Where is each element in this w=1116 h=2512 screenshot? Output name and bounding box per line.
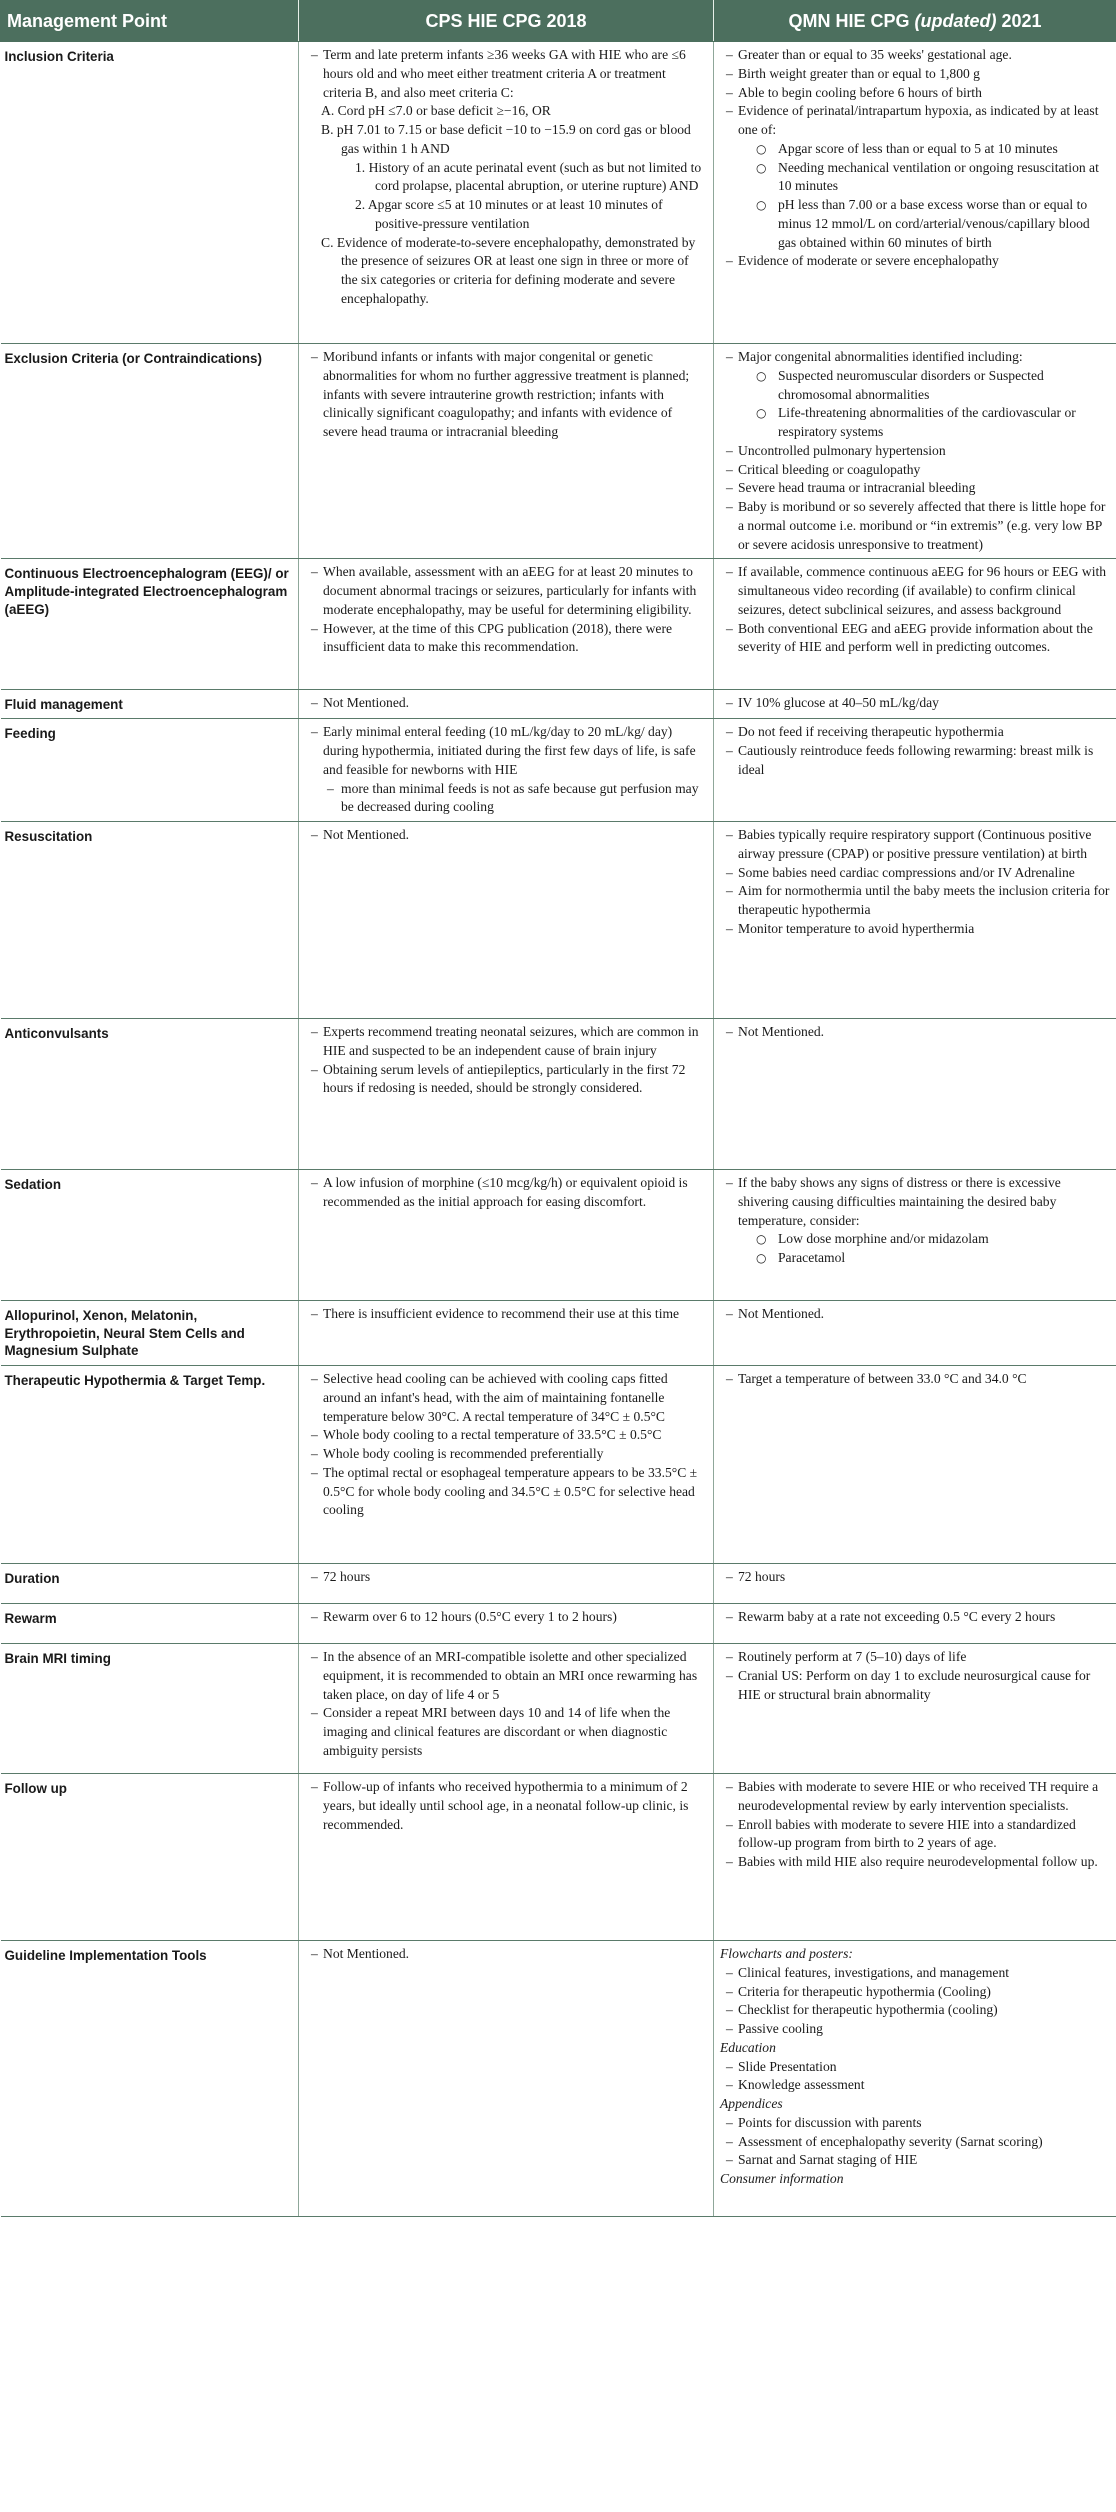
qmn-2021-cell [714,42,1116,344]
list-item: Appendices [720,2096,783,2111]
list-item: – Checklist for therapeutic hypothermia (cooling) [720,2001,1111,2020]
list-item: B. pH 7.01 to 7.15 or base deficit −10 to −15.9 on cord gas or blood gas within 1 h AND [321,122,691,156]
list-item: – Points for discussion with parents [720,2114,1111,2133]
qmn-2021-cell [714,822,1116,1019]
table-row [1,690,1116,719]
list-item: – If the baby shows any signs of distress or there is excessive shivering causing difficulties maintaining the desired baby temperature, consider: [720,1174,1111,1230]
cps-2018-cell [299,1941,714,2217]
management-point-cell: Fluid management [1,690,299,719]
table-row [1,559,1116,690]
management-point-cell: Brain MRI timing [1,1644,299,1774]
table-row [1,1564,1116,1604]
list-item: – Not Mentioned. [305,1945,707,1964]
list-item: – Follow-up of infants who received hypothermia to a minimum of 2 years, but ideally until school age, in a neonatal follow-up clinic, is recommended. [305,1778,707,1834]
list-item: – Moribund infants or infants with major congenital or genetic abnormalities for whom no further aggressive treatment is planned; infants with severe intrauterine growth restriction; infants with clinically significant coagulopathy; and infants with evidence of severe head trauma or intracranial bleeding [305,348,707,442]
qmn-2021-cell [714,559,1116,690]
cps-2018-cell [299,1604,714,1644]
list-item: ○ Low dose morphine and/or midazolam [720,1230,1111,1249]
table-row [1,1301,1116,1366]
list-item: – Rewarm baby at a rate not exceeding 0.5 °C every 2 hours [720,1608,1111,1627]
qmn-2021-cell [714,1774,1116,1941]
header-qmn-updated: (updated) [914,10,997,31]
list-item: – A low infusion of morphine (≤10 mcg/kg/h) or equivalent opioid is recommended as the initial approach for easing discomfort. [305,1174,707,1212]
cps-2018-cell [299,1019,714,1170]
list-item: 1. History of an acute perinatal event (such as but not limited to cord prolapse, placental abruption, or uterine rupture) AND [355,159,702,194]
table-row [1,719,1116,822]
qmn-2021-cell [714,1366,1116,1564]
list-item: – 72 hours [720,1568,1111,1587]
list-item: – Birth weight greater than or equal to 1,800 g [720,65,1111,84]
cps-2018-cell [299,1564,714,1604]
management-point-cell: Follow up [1,1774,299,1941]
management-point-cell: Resuscitation [1,822,299,1019]
list-item: – Slide Presentation [720,2058,1111,2077]
header-qmn-year: 2021 [996,10,1042,31]
table-row [1,822,1116,1019]
list-item: – more than minimal feeds is not as safe because gut perfusion may be decreased during cooling [305,780,707,818]
list-item: – Cautiously reintroduce feeds following rewarming: breast milk is ideal [720,742,1111,780]
list-item: – Early minimal enteral feeding (10 mL/kg/day to 20 mL/kg/ day) during hypothermia, initiated during the first few days of life, is safe and feasible for newborns with HIE [305,723,707,779]
list-item: – Sarnat and Sarnat staging of HIE [720,2151,1111,2170]
list-item: ○ Needing mechanical ventilation or ongoing resuscitation at 10 minutes [720,159,1111,197]
list-item: – Monitor temperature to avoid hyperthermia [720,920,1111,939]
cps-2018-cell [299,1301,714,1366]
list-item: – However, at the time of this CPG publication (2018), there were insufficient data to make this recommendation. [305,620,707,658]
qmn-2021-cell [714,1170,1116,1301]
list-item: – Uncontrolled pulmonary hypertension [720,442,1111,461]
cps-2018-cell [299,822,714,1019]
cps-2018-cell [299,690,714,719]
list-item: Flowcharts and posters: [720,1946,853,1961]
table-row [1,1941,1116,2217]
list-item: ○ Suspected neuromuscular disorders or Suspected chromosomal abnormalities [720,367,1111,405]
management-point-cell: Feeding [1,719,299,822]
header-row [1,1,1116,42]
list-item: – When available, assessment with an aEEG for at least 20 minutes to document abnormal tracings or seizures, particularly for infants with moderate encephalopathy, may be useful for determining eligibility. [305,563,707,619]
qmn-2021-cell [714,1941,1116,2217]
list-item: – Assessment of encephalopathy severity (Sarnat scoring) [720,2133,1111,2152]
qmn-2021-cell [714,1644,1116,1774]
list-item: – Rewarm over 6 to 12 hours (0.5°C every 1 to 2 hours) [305,1608,707,1627]
management-point-cell: Therapeutic Hypothermia & Target Temp. [1,1366,299,1564]
management-point-cell: Rewarm [1,1604,299,1644]
management-point-cell: Continuous Electroencephalogram (EEG)/ or Amplitude-integrated Electroencephalogram (aEEG) [1,559,299,690]
management-point-cell: Anticonvulsants [1,1019,299,1170]
qmn-2021-cell [714,1564,1116,1604]
list-item: – Consider a repeat MRI between days 10 and 14 of life when the imaging and clinical features are discordant or when diagnostic ambiguity persists [305,1704,707,1760]
table-row [1,344,1116,559]
list-item: 2. Apgar score ≤5 at 10 minutes or at least 10 minutes of positive-pressure ventilation [355,197,663,231]
management-point-cell: Allopurinol, Xenon, Melatonin, Erythropoietin, Neural Stem Cells and Magnesium Sulphate [1,1301,299,1366]
list-item: – Some babies need cardiac compressions and/or IV Adrenaline [720,864,1111,883]
list-item: – Babies with mild HIE also require neurodevelopmental follow up. [720,1853,1111,1872]
list-item: A. Cord pH ≤7.0 or base deficit ≥−16, OR [321,103,551,119]
qmn-2021-cell [714,1019,1116,1170]
list-item: – Critical bleeding or coagulopathy [720,461,1111,480]
table-row [1,1604,1116,1644]
management-point-cell: Guideline Implementation Tools [1,1941,299,2217]
table-row [1,1366,1116,1564]
qmn-2021-cell [714,344,1116,559]
table-row [1,1644,1116,1774]
list-item: Consumer information [720,2171,844,2186]
management-point-cell: Exclusion Criteria (or Contraindications) [1,344,299,559]
qmn-2021-cell [714,1604,1116,1644]
header-qmn-2021 [714,1,1116,42]
cps-2018-cell [299,719,714,822]
list-item: – 72 hours [305,1568,707,1587]
table-row [1,1170,1116,1301]
qmn-2021-cell [714,1301,1116,1366]
table-row [1,1019,1116,1170]
list-item: – Evidence of moderate or severe encephalopathy [720,252,1111,271]
list-item: – Not Mentioned. [720,1023,1111,1042]
list-item: – The optimal rectal or esophageal temperature appears to be 33.5°C ± 0.5°C for whole body cooling and 34.5°C ± 0.5°C for selective head cooling [305,1464,707,1520]
table-row [1,1774,1116,1941]
list-item: – Not Mentioned. [305,694,707,713]
header-management-point: Management Point [1,1,299,42]
list-item: – Evidence of perinatal/intrapartum hypoxia, as indicated by at least one of: [720,102,1111,140]
list-item: – Both conventional EEG and aEEG provide information about the severity of HIE and perform well in predicting outcomes. [720,620,1111,658]
cps-2018-cell [299,344,714,559]
list-item: – Baby is moribund or so severely affected that there is little hope for a normal outcome i.e. moribund or “in extremis” (e.g. very low BP or severe acidosis unresponsive to treatment) [720,498,1111,554]
list-item: C. Evidence of moderate-to-severe encephalopathy, demonstrated by the presence of seizures OR at least one sign in three or more of the six categories or criteria for defining moderate and severe encephalopathy. [321,234,696,306]
list-item: – Experts recommend treating neonatal seizures, which are common in HIE and suspected to be an independent cause of brain injury [305,1023,707,1061]
list-item: ○ Apgar score of less than or equal to 5 at 10 minutes [720,140,1111,159]
list-item: – In the absence of an MRI-compatible isolette and other specialized equipment, it is recommended to obtain an MRI once rewarming has taken place, on day of life 4 or 5 [305,1648,707,1704]
list-item: – Knowledge assessment [720,2076,1111,2095]
table-body [1,42,1116,2217]
list-item: – IV 10% glucose at 40–50 mL/kg/day [720,694,1111,713]
list-item: – Whole body cooling to a rectal temperature of 33.5°C ± 0.5°C [305,1426,707,1445]
cps-2018-cell [299,1170,714,1301]
list-item: – Major congenital abnormalities identified including: [720,348,1111,367]
management-point-cell: Sedation [1,1170,299,1301]
cps-2018-cell [299,1774,714,1941]
table-row [1,42,1116,344]
header-qmn-main: QMN HIE CPG [788,10,915,31]
list-item: – There is insufficient evidence to recommend their use at this time [305,1305,707,1324]
list-item: Education [720,2039,776,2055]
list-item: – Babies with moderate to severe HIE or who received TH require a neurodevelopmental review by early intervention specialists. [720,1778,1111,1816]
list-item: – Whole body cooling is recommended preferentially [305,1445,707,1464]
list-item: – Not Mentioned. [305,826,707,845]
list-item: – Cranial US: Perform on day 1 to exclude neurosurgical cause for HIE or structural brain abnormality [720,1667,1111,1705]
management-point-cell: Duration [1,1564,299,1604]
list-item: – Obtaining serum levels of antiepileptics, particularly in the first 72 hours if redosing is needed, should be strongly considered. [305,1061,707,1099]
list-item: ○ Paracetamol [720,1249,1111,1268]
list-item: – If available, commence continuous aEEG for 96 hours or EEG with simultaneous video recording (if available) to confirm clinical seizures, detect subclinical seizures, and assess background [720,563,1111,619]
list-item: – Greater than or equal to 35 weeks' gestational age. [720,46,1111,65]
list-item: – Routinely perform at 7 (5–10) days of life [720,1648,1111,1667]
list-item: – Clinical features, investigations, and management [720,1964,1111,1983]
header-cps-2018: CPS HIE CPG 2018 [299,1,714,42]
list-item: – Not Mentioned. [720,1305,1111,1324]
list-item: – Enroll babies with moderate to severe HIE into a standardized follow-up program from birth to 2 years of age. [720,1816,1111,1854]
list-item: – Do not feed if receiving therapeutic hypothermia [720,723,1111,742]
list-item: – Criteria for therapeutic hypothermia (Cooling) [720,1983,1111,2002]
cps-2018-cell [299,1644,714,1774]
list-item: – Babies typically require respiratory support (Continuous positive airway pressure (CPAP) or positive pressure ventilation) at birth [720,826,1111,864]
list-item: – Able to begin cooling before 6 hours of birth [720,84,1111,103]
list-item: ○ Life-threatening abnormalities of the cardiovascular or respiratory systems [720,404,1111,442]
list-item: – Severe head trauma or intracranial bleeding [720,479,1111,498]
management-point-cell: Inclusion Criteria [1,42,299,344]
cps-2018-cell [299,1366,714,1564]
qmn-2021-cell [714,719,1116,822]
list-item: – Selective head cooling can be achieved with cooling caps fitted around an infant's head, with the aim of maintaining fontanelle temperature below 30°C. A rectal temperature of 34°C ± 0.5°C [305,1370,707,1426]
qmn-2021-cell [714,690,1116,719]
list-item: – Passive cooling [720,2020,1111,2039]
cps-2018-cell [299,42,714,344]
list-item: – Target a temperature of between 33.0 °C and 34.0 °C [720,1370,1111,1389]
list-item: ○ pH less than 7.00 or a base excess worse than or equal to minus 12 mmol/L on cord/arterial/venous/capillary blood gas obtained within 60 minutes of birth [720,196,1111,252]
cps-2018-cell [299,559,714,690]
list-item: – Aim for normothermia until the baby meets the inclusion criteria for therapeutic hypothermia [720,882,1111,920]
list-item: – Term and late preterm infants ≥36 weeks GA with HIE who are ≤6 hours old and who meet either treatment criteria A or treatment criteria B, and also meet criteria C: [305,46,707,102]
